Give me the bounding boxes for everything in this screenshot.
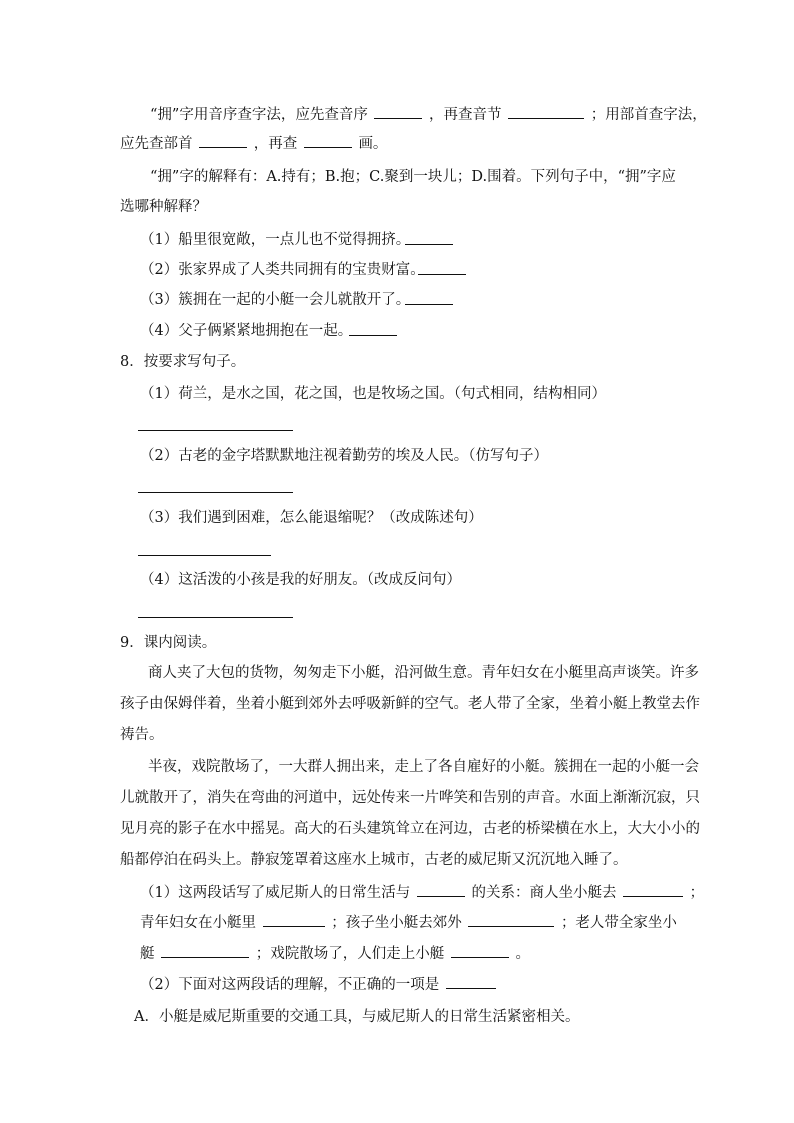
q9-title: 9．课内阅读。: [120, 635, 217, 651]
q9-para1-line-2: 孩子由保姆伴着，坐着小艇到郊外去呼吸新鲜的空气。老人带了全家，坐着小艇上教堂去作: [120, 696, 700, 712]
q8-answer-4[interactable]: [138, 617, 293, 618]
q8-title: 8．按要求写句子。: [120, 354, 246, 370]
blank-elders[interactable]: [161, 943, 249, 958]
q7-answer-2[interactable]: [418, 274, 466, 275]
q9-sub1-text-a: （1）这两段话写了威尼斯人的日常生活与: [140, 885, 411, 901]
q7-p2-line-2: 选哪种解释？: [120, 199, 207, 215]
q8-item-4: （4）这活泼的小孩是我的好朋友。（改成反问句）: [140, 572, 461, 588]
q9-para2-line-3: 见月亮的影子在水中摇晃。高大的石头建筑耸立在河边，古老的桥梁横在水上，大大小小的: [120, 821, 700, 837]
q7-answer-1[interactable]: [405, 244, 453, 245]
blank-yinxu[interactable]: [374, 104, 422, 119]
q9-sub1-text-e: ；孩子坐小艇去郊外: [331, 915, 462, 931]
q7-item-1: （1）船里很宽敞，一点儿也不觉得拥挤。: [140, 232, 411, 248]
q8-answer-1[interactable]: [138, 430, 293, 431]
q9-para1-line-3: 祷告。: [120, 727, 164, 743]
q9-sub1-line-3: [140, 943, 530, 965]
blank-yinjie[interactable]: [508, 104, 584, 119]
q9-para2-line-4: 船都停泊在码头上。静寂笼罩着这座水上城市，古老的威尼斯又沉沉地入睡了。: [120, 852, 628, 868]
q9-sub1-text-h: ；戏院散场了，人们走上小艇: [255, 946, 445, 962]
blank-theater[interactable]: [451, 943, 509, 958]
q9-para2-line-2: 儿就散开了，消失在弯曲的河道中，远处传来一片哗笑和告别的声音。水面上渐渐沉寂，只: [120, 790, 700, 806]
q7-text-2b: ，再查: [253, 136, 298, 152]
q9-sub1-line-1: [140, 882, 704, 904]
q7-line-2: [120, 133, 387, 155]
blank-bushou[interactable]: [199, 133, 247, 148]
q9-sub1-text-b: 的关系：商人坐小艇去: [471, 885, 617, 901]
q7-text-1a: “拥”字用音序查字法，应先查音序: [150, 107, 368, 123]
q9-sub2-answer[interactable]: [446, 974, 496, 989]
q7-text-1c: ；用部首查字法，: [590, 107, 707, 123]
q7-line-1: [150, 104, 707, 126]
q9-sub2-text: （2）下面对这两段话的理解，不正确的一项是: [140, 977, 440, 993]
q8-answer-3[interactable]: [138, 555, 271, 556]
blank-women[interactable]: [263, 912, 325, 927]
q7-item-4: （4）父子俩紧紧地拥抱在一起。: [140, 323, 353, 339]
q7-item-2: （2）张家界成了人类共同拥有的宝贵财富。: [140, 262, 425, 278]
q9-sub1-text-c: ；: [689, 885, 705, 901]
q9-option-a: A．小艇是威尼斯重要的交通工具，与威尼斯人的日常生活紧密相关。: [134, 1009, 580, 1025]
q8-answer-2[interactable]: [138, 492, 293, 493]
blank-merchant[interactable]: [623, 882, 683, 897]
q9-sub1-text-d: 青年妇女在小艇里: [140, 915, 256, 931]
q9-para1-line-1: 商人夹了大包的货物，匆匆走下小艇，沿河做生意。青年妇女在小艇里高声谈笑。许多: [148, 665, 699, 681]
q7-p2-line-1: “拥”字的解释有：A.持有；B.抱；C.聚到一块儿；D.围着。下列句子中，“拥”字应: [150, 169, 676, 185]
blank-huashu[interactable]: [304, 133, 352, 148]
blank-relation[interactable]: [417, 882, 465, 897]
q7-text-2a: 应先查部首: [120, 136, 193, 152]
q7-answer-3[interactable]: [405, 304, 453, 305]
q8-item-1: （1）荷兰，是水之国，花之国，也是牧场之国。（句式相同，结构相同）: [140, 386, 606, 402]
q7-text-2c: 画。: [358, 136, 388, 152]
q9-sub1-line-2: [140, 912, 677, 934]
q8-item-3: （3）我们遇到困难，怎么能退缩呢？（改成陈述句）: [140, 510, 483, 526]
q7-text-1b: ，再查音节: [429, 107, 502, 123]
q9-sub1-text-g: 艇: [140, 946, 155, 962]
q9-sub1-text-f: ；老人带全家坐小: [560, 915, 677, 931]
q9-para2-line-1: 半夜，戏院散场了，一大群人拥出来，走上了各自雇好的小艇。簇拥在一起的小艇一会: [148, 759, 699, 775]
q9-sub2: [140, 974, 498, 996]
q7-answer-4[interactable]: [349, 335, 397, 336]
q7-item-3: （3）簇拥在一起的小艇一会儿就散开了。: [140, 292, 411, 308]
q9-sub1-text-i: 。: [515, 946, 530, 962]
blank-children[interactable]: [468, 912, 554, 927]
q8-item-2: （2）古老的金字塔默默地注视着勤劳的埃及人民。（仿写句子）: [140, 448, 548, 464]
